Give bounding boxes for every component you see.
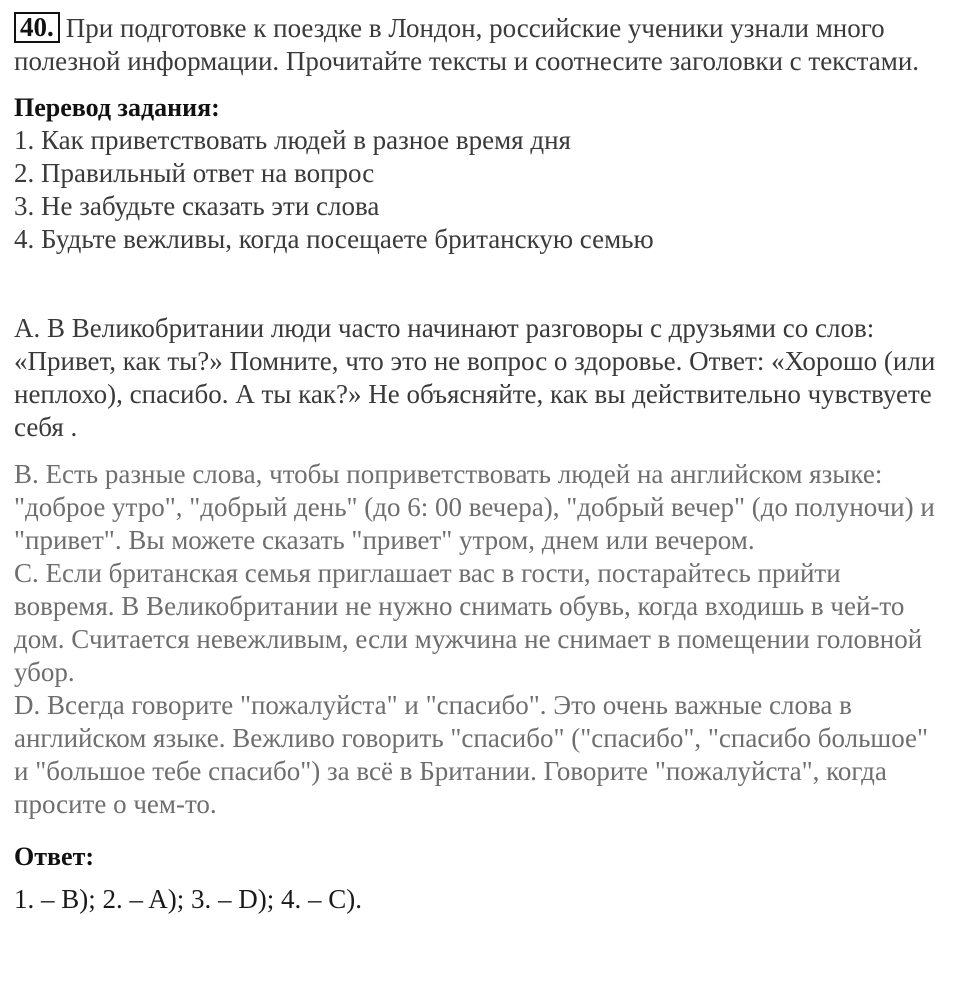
translation-item-3: 3. Не забудьте сказать эти слова	[14, 191, 380, 221]
translation-item-1: 1. Как приветствовать людей в разное время дня	[14, 125, 571, 155]
task-statement	[14, 12, 946, 78]
translation-list	[14, 124, 946, 256]
task-number: 40.	[14, 12, 60, 43]
text-a: A. В Великобритании люди часто начинают разговоры с друзьями со слов: «Привет, как ты?» Помните, что это не вопрос о здоровье. Ответ: «Хорошо (или неплохо), спасибо. А ты как?» Не объясняйте, как вы действительно чувствуете себя .	[14, 313, 936, 442]
answer-heading: Ответ:	[14, 842, 95, 871]
translation-item-2: 2. Правильный ответ на вопрос	[14, 158, 375, 188]
texts-section	[14, 312, 946, 821]
text-d: D. Всегда говорите "пожалуйста" и "спасибо". Это очень важные слова в английском языке. Вежливо говорить "спасибо" ("спасибо", "спасибо большое" и "большое тебе спасибо") за всё в Британии. Говорите "пожалуйста", когда просите о чем-то.	[14, 690, 929, 819]
text-b: B. Есть разные слова, чтобы поприветствовать людей на английском языке: "доброе утро", "добрый день" (до 6: 00 вечера), "добрый вечер" (до полуночи) и "привет". Вы можете сказать "привет" утром, днем или вечером.	[14, 459, 935, 555]
translation-heading: Перевод задания:	[14, 93, 220, 122]
text-c: C. Если британская семья приглашает вас в гости, постарайтесь прийти вовремя. В Великобритании не нужно снимать обувь, когда входишь в чей-то дом. Считается невежливым, если мужчина не снимает в помещении головной убор.	[14, 558, 923, 687]
answer-text: 1. – B); 2. – A); 3. – D); 4. – C).	[14, 884, 362, 914]
translation-item-4: 4. Будьте вежливы, когда посещаете британскую семью	[14, 224, 654, 254]
task-text: При подготовке к поездке в Лондон, российские ученики узнали много полезной информации. Прочитайте тексты и соотнесите заголовки с текстами.	[14, 13, 920, 76]
